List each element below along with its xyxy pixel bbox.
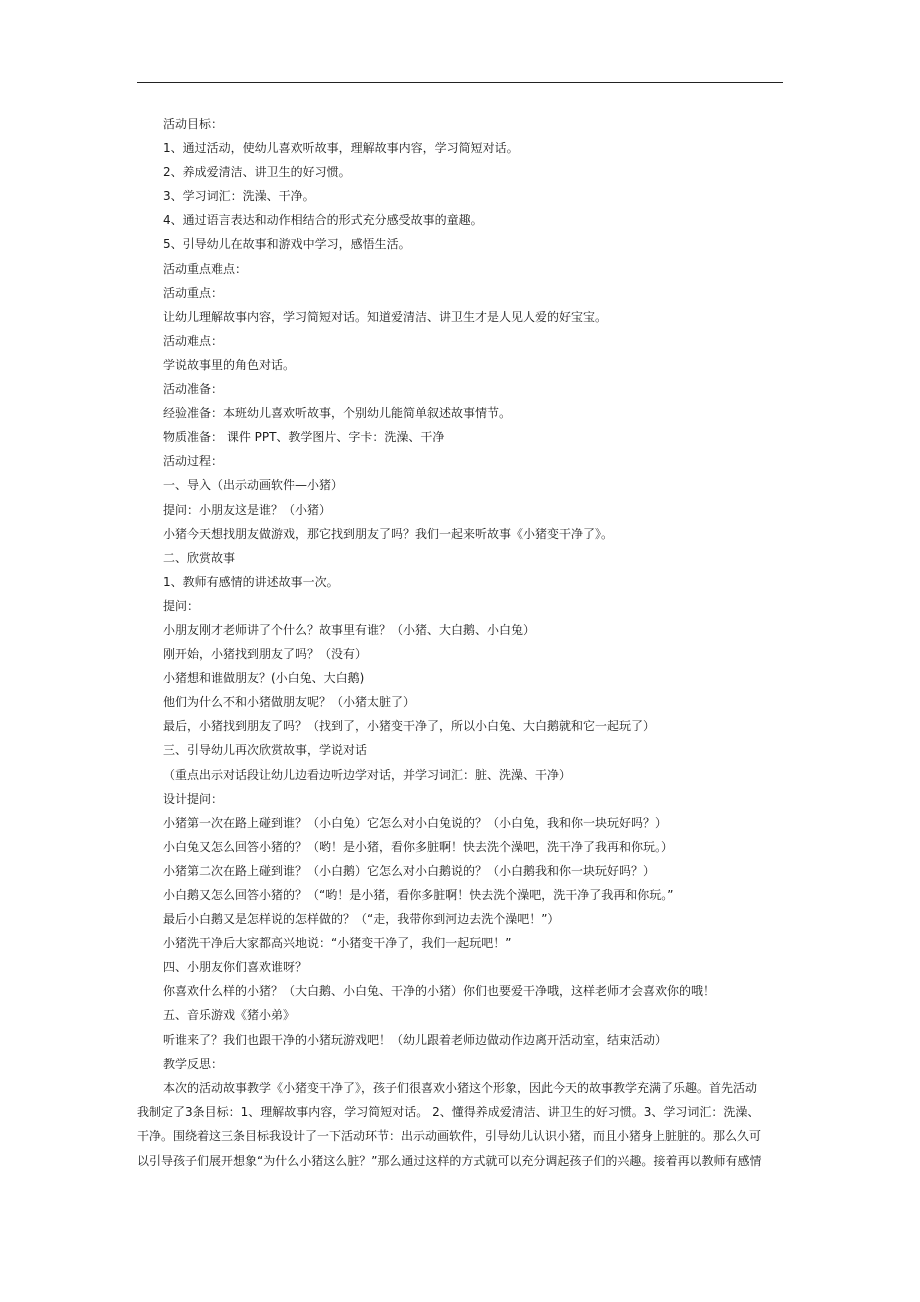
text-line: 让幼儿理解故事内容，学习简短对话。知道爱清洁、讲卫生才是人见人爱的好宝宝。 — [163, 309, 608, 324]
paragraph-line: 干净。围绕着这三条目标我设计了一下活动环节：出示动画软件，引导幼儿认识小猪，而且小猪身上脏脏的。那么久可 — [137, 1129, 762, 1144]
section-heading-process: 活动过程： — [163, 454, 224, 469]
lesson-plan-body — [163, 112, 787, 1076]
text-line: 设计提问： — [163, 791, 224, 806]
text-line: 最后小白鹅又是怎样说的怎样做的？（“走，我带你到河边去洗个澡吧！”） — [163, 912, 560, 927]
text-line: 刚开始，小猪找到朋友了吗？（没有） — [163, 647, 368, 662]
text-line: 小猪今天想找朋友做游戏，那它找到朋友了吗？我们一起来听故事《小猪变干净了》。 — [163, 526, 614, 541]
objective-item: 3、学习词汇：洗澡、干净。 — [163, 189, 315, 204]
step-heading: 一、导入（出示动画软件—小猪） — [163, 478, 344, 493]
section-heading-objectives: 活动目标： — [163, 117, 224, 131]
text-line: 小白鹅又怎么回答小猪的？（“哟！是小猪，看你多脏啊！快去洗个澡吧，洗干净了我再和你玩。” — [163, 888, 674, 902]
section-heading-key-points: 活动重点难点： — [163, 261, 248, 276]
step-heading: 二、欣赏故事 — [163, 550, 236, 565]
text-line: 提问：小朋友这是谁？（小猪） — [163, 502, 332, 517]
text-line: 物质准备： 课件 PPT、教学图片、字卡：洗澡、干净 — [163, 430, 445, 445]
objective-item: 1、通过活动，使幼儿喜欢听故事，理解故事内容，学习简短对话。 — [163, 141, 519, 156]
step-heading: 三、引导幼儿再次欣赏故事，学说对话 — [163, 743, 368, 758]
text-line: 小猪洗干净后大家都高兴地说：“小猪变干净了，我们一起玩吧！” — [163, 936, 512, 951]
step-heading: 五、音乐游戏《猪小弟》 — [163, 1008, 296, 1023]
text-line: 小朋友刚才老师讲了个什么？故事里有谁？（小猪、大白鹅、小白兔） — [163, 622, 536, 637]
objective-item: 5、引导幼儿在故事和游戏中学习，感悟生活。 — [163, 237, 411, 252]
text-line: 最后，小猪找到朋友了吗？（找到了，小猪变干净了，所以小白兔、大白鹅就和它一起玩了） — [163, 719, 656, 734]
reflection-paragraph — [137, 1076, 785, 1173]
text-line: 他们为什么不和小猪做朋友呢？（小猪太脏了） — [163, 695, 416, 710]
text-line: （重点出示对话段让幼儿边看边听边学对话，并学习词汇：脏、洗澡、干净） — [163, 767, 572, 782]
text-line: 小白兔又怎么回答小猪的？（哟！是小猪，看你多脏啊！快去洗个澡吧，洗干净了我再和你玩。） — [163, 839, 674, 854]
text-line: 小猪想和谁做朋友？(小白兔、大白鹅) — [163, 671, 365, 686]
objective-item: 4、通过语言表达和动作相结合的形式充分感受故事的童趣。 — [163, 213, 483, 228]
section-heading-reflection: 教学反思： — [163, 1056, 224, 1071]
subheading-difficulty: 活动难点： — [163, 333, 224, 348]
text-line: 你喜欢什么样的小猪？（大白鹅、小白兔、干净的小猪）你们也要爱干净哦，这样老师才会喜欢你的哦！ — [163, 984, 716, 999]
step-heading: 四、小朋友你们喜欢谁呀？ — [163, 960, 308, 975]
section-heading-preparation: 活动准备： — [163, 382, 224, 397]
text-line: 学说故事里的角色对话。 — [163, 357, 296, 372]
objective-item: 2、养成爱清洁、讲卫生的好习惯。 — [163, 165, 351, 180]
text-line: 听谁来了？我们也跟干净的小猪玩游戏吧！（幼儿跟着老师边做动作边离开活动室，结束活动） — [163, 1032, 668, 1047]
header-divider — [137, 82, 783, 83]
paragraph-line: 以引导孩子们展开想象“为什么小猪这么脏？”那么通过这样的方式就可以充分调起孩子们的兴趣。接着再以教师有感情 — [137, 1153, 762, 1168]
text-line: 经验准备：本班幼儿喜欢听故事，个别幼儿能简单叙述故事情节。 — [163, 406, 512, 421]
text-line: 小猪第一次在路上碰到谁？（小白兔）它怎么对小白兔说的？（小白兔，我和你一块玩好吗？） — [163, 815, 668, 830]
text-line: 1、教师有感情的讲述故事一次。 — [163, 574, 339, 589]
subheading-key-point: 活动重点： — [163, 285, 224, 300]
paragraph-line: 本次的活动故事教学《小猪变干净了》，孩子们很喜欢小猪这个形象，因此今天的故事教学充满了乐趣。首先活动 — [163, 1081, 758, 1095]
text-line: 小猪第二次在路上碰到谁？（小白鹅）它怎么对小白鹅说的？（小白鹅我和你一块玩好吗？） — [163, 863, 656, 878]
text-line: 提问： — [163, 598, 200, 613]
paragraph-line: 我制定了3条目标：1、理解故事内容，学习简短对话。 2、懂得养成爱清洁、讲卫生的好习惯。3、学习词汇：洗澡、 — [137, 1105, 760, 1120]
